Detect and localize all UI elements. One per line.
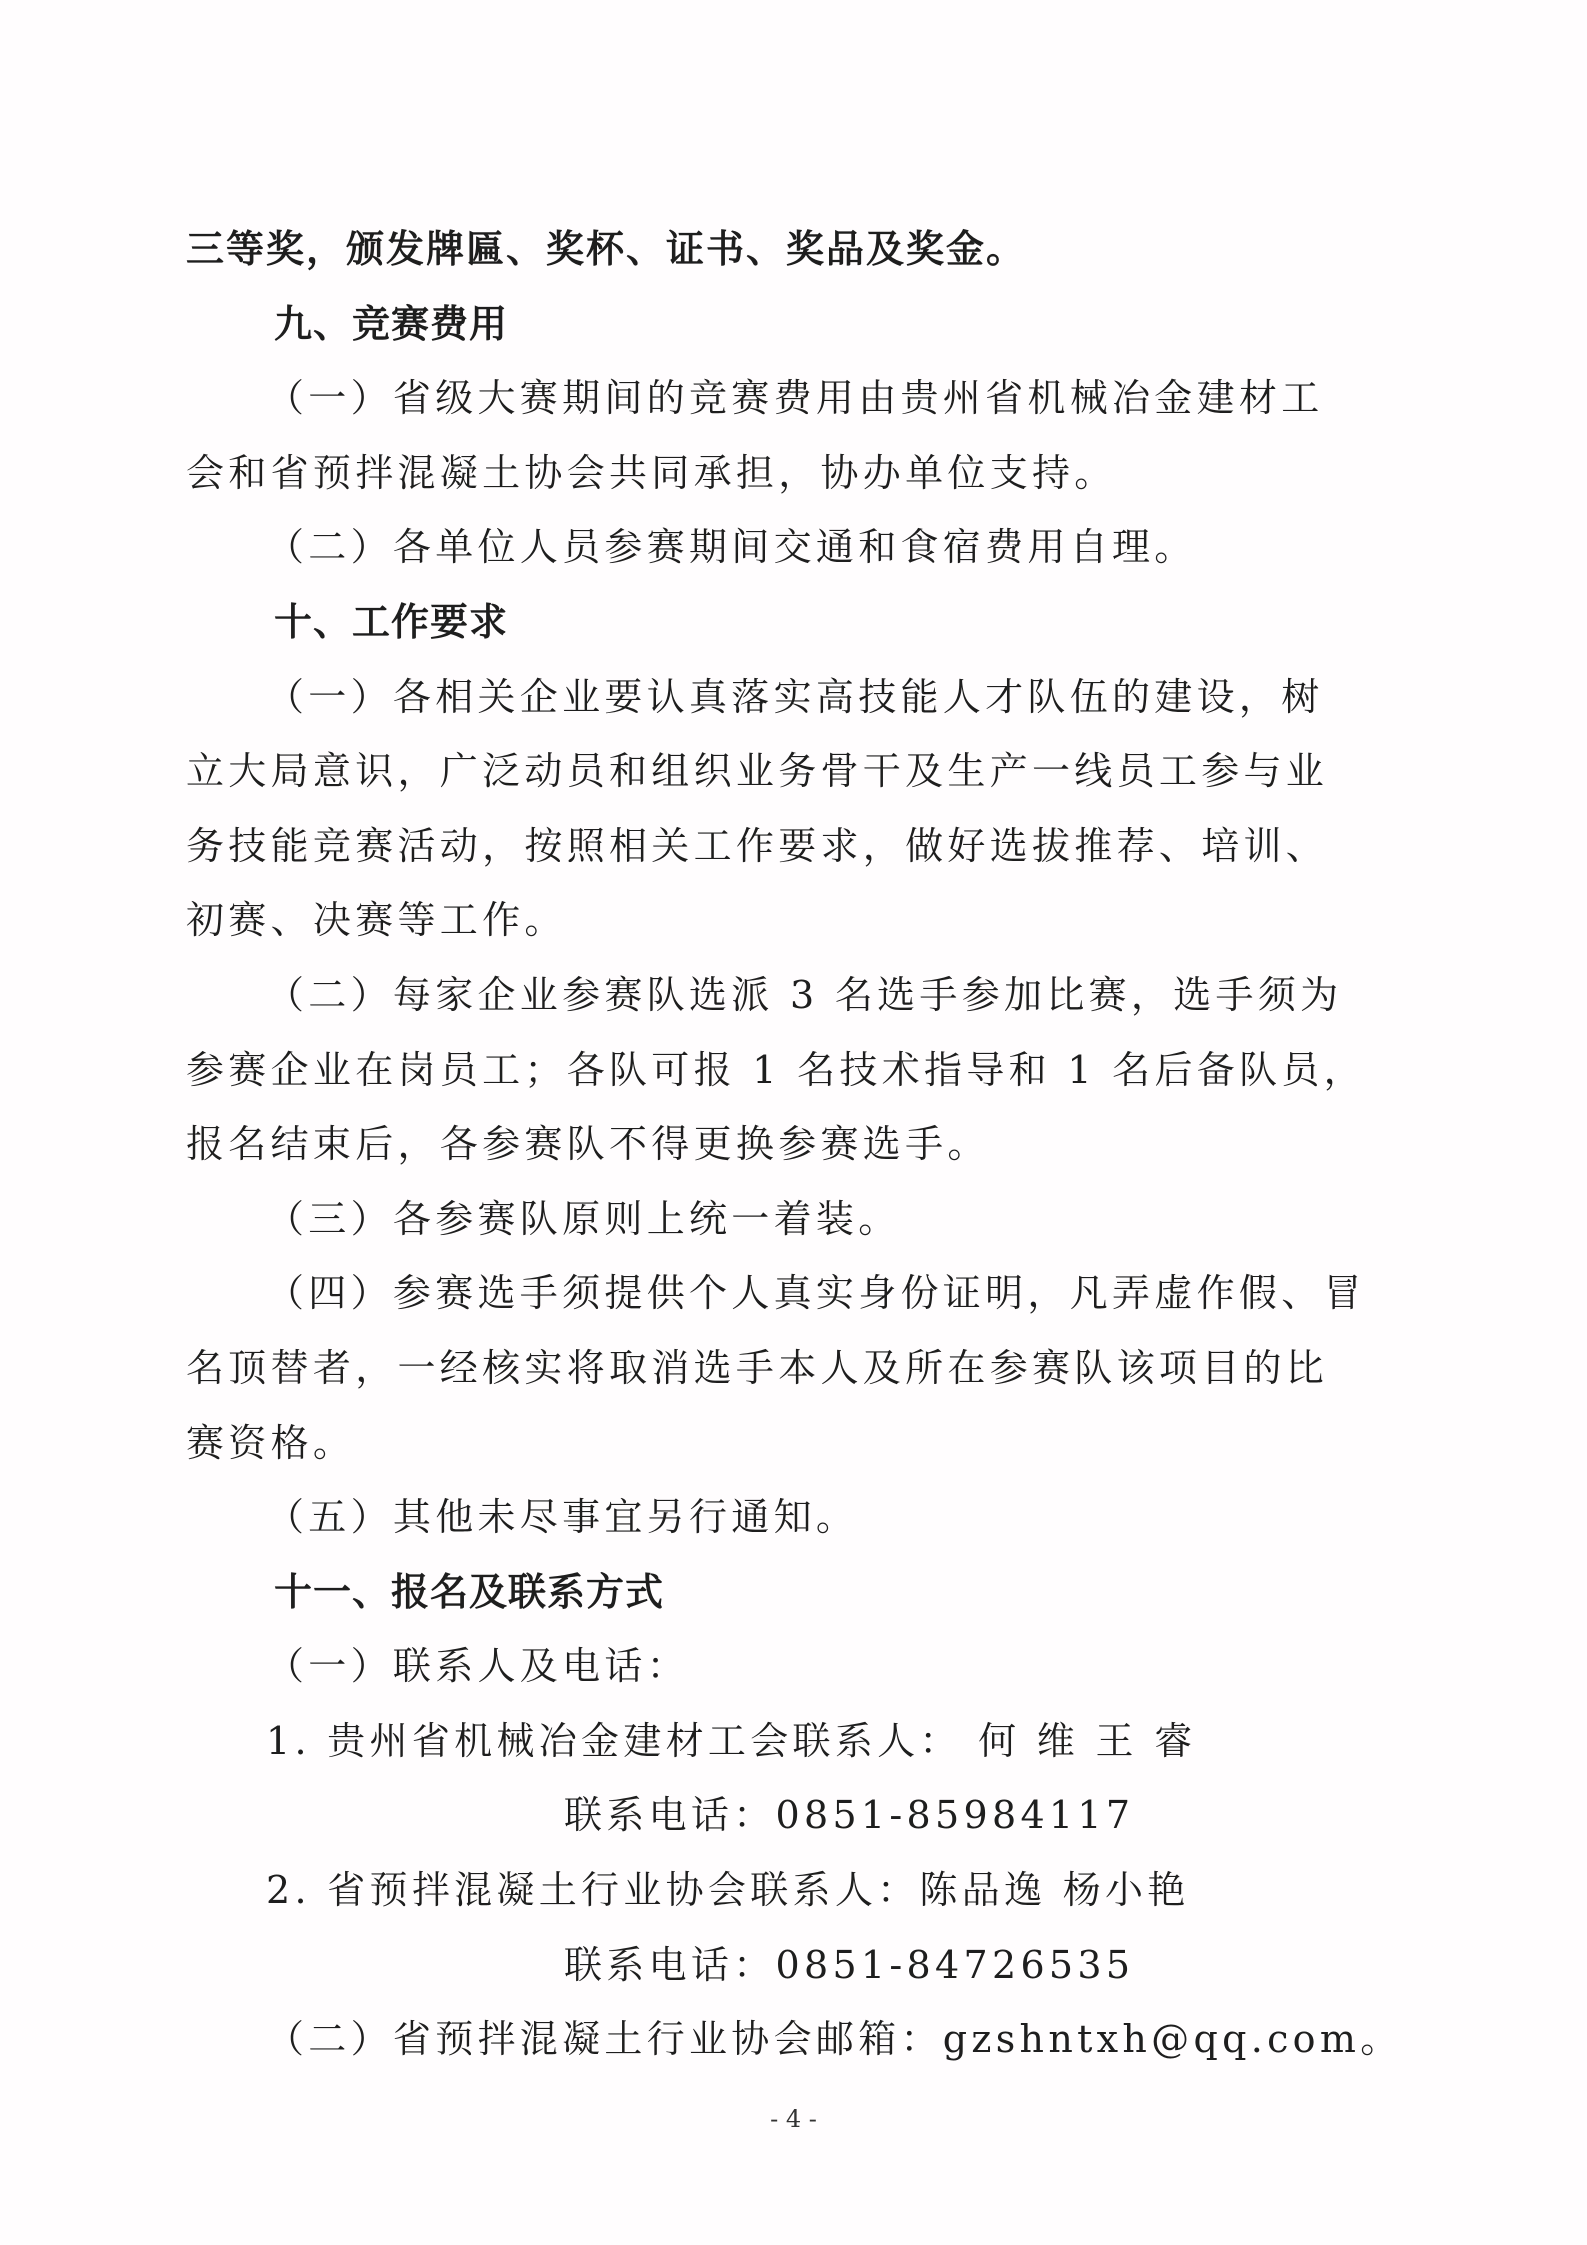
paragraph-line: 参赛企业在岗员工；各队可报 1 名技术指导和 1 名后备队员， <box>186 1047 1366 1092</box>
document-body <box>186 212 1403 2077</box>
section-heading-nine: 九、竞赛费用 <box>274 301 509 346</box>
paragraph-line: （二）各单位人员参赛期间交通和食宿费用自理。 <box>266 525 1197 570</box>
paragraph-line: 立大局意识，广泛动员和组织业务骨干及生产一线员工参与业 <box>186 749 1329 794</box>
paragraph-line: （一）各相关企业要认真落实高技能人才队伍的建设，树 <box>266 674 1324 719</box>
paragraph-line: 务技能竞赛活动，按照相关工作要求，做好选拔推荐、培训、 <box>186 823 1329 868</box>
paragraph-line: （二）每家企业参赛队选派 3 名选手参加比赛，选手须为 <box>266 972 1343 1017</box>
paragraph-line: （五）其他未尽事宜另行通知。 <box>266 1495 859 1540</box>
contact-line-union: 1. 贵州省机械冶金建材工会联系人： 何 维 王 睿 <box>266 1718 1197 1763</box>
paragraph-line: 三等奖，颁发牌匾、奖杯、证书、奖品及奖金。 <box>186 226 1027 271</box>
section-heading-ten: 十、工作要求 <box>274 599 509 644</box>
contact-line-association: 2. 省预拌混凝土行业协会联系人：陈品逸 杨小艳 <box>266 1868 1190 1913</box>
email-line: （二）省预拌混凝土行业协会邮箱：gzshntxh@qq.com。 <box>266 2017 1403 2062</box>
paragraph-line: （三）各参赛队原则上统一着装。 <box>266 1196 901 1241</box>
section-heading-eleven: 十一、报名及联系方式 <box>274 1569 665 1614</box>
contact-subheading: （一）联系人及电话： <box>266 1644 690 1689</box>
paragraph-line: 初赛、决赛等工作。 <box>186 898 567 943</box>
paragraph-line: 报名结束后，各参赛队不得更换参赛选手。 <box>186 1122 990 1167</box>
paragraph-line: （一）省级大赛期间的竞赛费用由贵州省机械冶金建材工 <box>266 376 1324 421</box>
page-number: - 4 - <box>770 2105 817 2133</box>
paragraph-line: 名顶替者，一经核实将取消选手本人及所在参赛队该项目的比 <box>186 1345 1329 1390</box>
paragraph-line: 会和省预拌混凝土协会共同承担，协办单位支持。 <box>186 450 1117 495</box>
paragraph-line: 赛资格。 <box>186 1420 356 1465</box>
phone-line-union: 联系电话：0851-85984117 <box>564 1793 1135 1838</box>
phone-line-association: 联系电话：0851-84726535 <box>564 1942 1135 1987</box>
paragraph-line: （四）参赛选手须提供个人真实身份证明，凡弄虚作假、冒 <box>266 1271 1366 1316</box>
